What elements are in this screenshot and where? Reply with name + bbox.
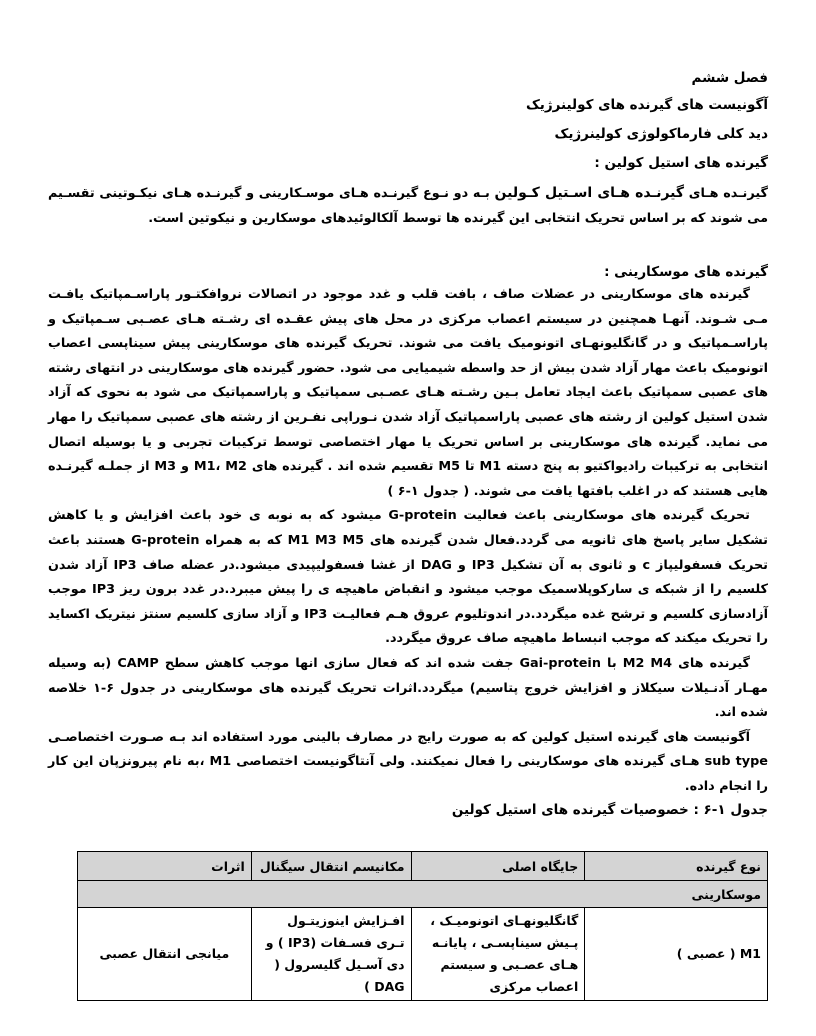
- table-header-row: [78, 852, 768, 881]
- cell-signal-mechanism: افـزایش اینوزیتـول تـری فسـفات (IP3 ) و دی آسـیل گلیسرول ( DAG ): [251, 908, 411, 1001]
- receptor-table: [77, 851, 768, 1001]
- intro-bold-term: گیرنـده هـای اسـتیل کـولین: [494, 185, 685, 201]
- table-caption: جدول ۱-۶ : خصوصیات گیرنده های استیل کولین: [451, 802, 768, 818]
- header-main-site: جایگاه اصلی: [411, 852, 585, 881]
- group-label-muscarinic: موسکارینی: [78, 881, 768, 908]
- intro-rest: بـه دو نـوع گیرنـده هـای موسـکارینی و گیرنـده هـای نیکـوتینی تقسـیم می شوند که بر اساس تحریک انتخابی این گیرنده ها توسط آلکالوئیدهای موسکارین و نیکوتین است.: [48, 186, 768, 226]
- chapter-heading: فصل ششم: [691, 70, 768, 86]
- section-heading-overview: دید کلی فارماکولوژی کولینرژیک: [554, 126, 768, 142]
- cell-main-site: گانگلیونهـای اتونومیـک ، پـیش سیناپسـی ، پایانـه هـای عصـبی و سیستم اعصاب مرکزی: [411, 908, 585, 1001]
- section-heading-ach-receptors: گیرنده های استیل کولین :: [594, 155, 768, 171]
- header-receptor-type: نوع گیرنده: [585, 852, 768, 881]
- cell-receptor-type: M1 ( عصبی ): [585, 908, 768, 1001]
- table-row: [78, 908, 768, 1001]
- muscarinic-paragraph-4: آگونیست های گیرنده استیل کولین که به صورت رایج در مصارف بالینی مورد استفاده اند بـه صـورت اختصاصـی sub type هـای گیرنده های موسکارینی را فعال نمیکنند. ولی آنتاگونیست اختصاصی M1 ،به نام پیرونزپان این کار را انجام داده.: [48, 729, 768, 794]
- muscarinic-paragraph-3: گیرنده های M2 M4 با Gai-protein جفت شده اند که فعال سازی انها موجب کاهش سطح CAMP (به وسیله مهـار آدنـیلات سیکلاز و افزایش خروج پتاسیم) میگردد.اثرات تحریک گیرنده های موسکارینی در جدول ۶-۱ خلاصه شده اند.: [48, 655, 768, 721]
- intro-lead: گیرنـده هـای: [684, 186, 768, 201]
- table-group-row: [78, 881, 768, 908]
- header-effects: اثرات: [78, 852, 252, 881]
- muscarinic-paragraph-2: تحریک گیرنده های موسکارینی باعث فعالیت G-protein میشود که به نوبه ی خود باعث افزایش و یا کاهش تشکیل سایر پاسخ های ثانویه می گردد.فعال شدن گیرنده های M1 M3 M5 که به همراه G-protein هستند باعث تحریک فسفولیپاز c و ثانوی به آن تشکیل IP3 و DAG از غشا فسفولیپیدی میشود.در عضله صاف IP3 آزاد شدن کلسیم را از شبکه ی سارکوپلاسمیک موجب میشود و انقباض ماهیچه ی را پیش میبرد.در غدد برون ریز IP3 موجب آزادسازی کلسیم و ترشح غده میگردد.در اندوتلیوم عروق هـم فعالیـت IP3 و آزاد سازی کلسیم سنتز نیتریک اکساید را تحریک میکند که موجب انبساط ماهیچه صاف عروق میگردد.: [48, 508, 769, 647]
- muscarinic-body: [48, 283, 768, 799]
- muscarinic-paragraph-1: گیرنده های موسکارینی در عضلات صاف ، بافت قلب و غدد موجود در اتصالات نروافکتـور پاراسـمپاتیک یافـت مـی شـوند. آنهـا همچنین در سیستم اعصاب مرکزی در محل های پیش عقـده ای رشـته هـای عصـبی سـمپاتیک و پاراسـمپاتیک و در گانگلیونهـای اتونومیک یافت می شوند. تحریک گیرنده های موسکارینی پیش سیناپسی اعصاب اتونومیک باعث مهار آزاد شدن بیش از حد واسطه شیمیایی می شود. حضور گیرنده های موسکارینی در انتهای رشته های عصبی سمپاتیک باعث ایجاد تعامل بـین رشـته هـای عصـبی سمپاتیک و پاراسمپاتیک می شود به نحوی که آزاد شدن استیل کولین از رشته های عصبی پاراسمپاتیک آزاد شدن نـوراپی نفـرین از رشته های عصبی سمپاتیک را مهار می نماید. گیرنده های موسکارینی بر اساس تحریک یا مهار اختصاصی توسط ترکیبات تجربی و یا بوسیله اتصال انتخابی به ترکیبات رادیواکتیو به پنج دسته M1 تا M5 تقسیم شده اند . گیرنده های M1، M2 و M3 از جملـه گیرنـده هایی هستند که در اغلب بافتها یافت می شوند. ( جدول ۱-۶ ): [48, 287, 769, 499]
- section-heading-muscarinic: گیرنده های موسکارینی :: [604, 264, 768, 280]
- header-signal-mechanism: مکانیسم انتقال سیگنال: [251, 852, 411, 881]
- intro-paragraph: [48, 181, 768, 231]
- chapter-title: آگونیست های گیرنده های کولینرژیک: [525, 97, 768, 113]
- cell-effect: میانجی انتقال عصبی: [78, 908, 252, 1001]
